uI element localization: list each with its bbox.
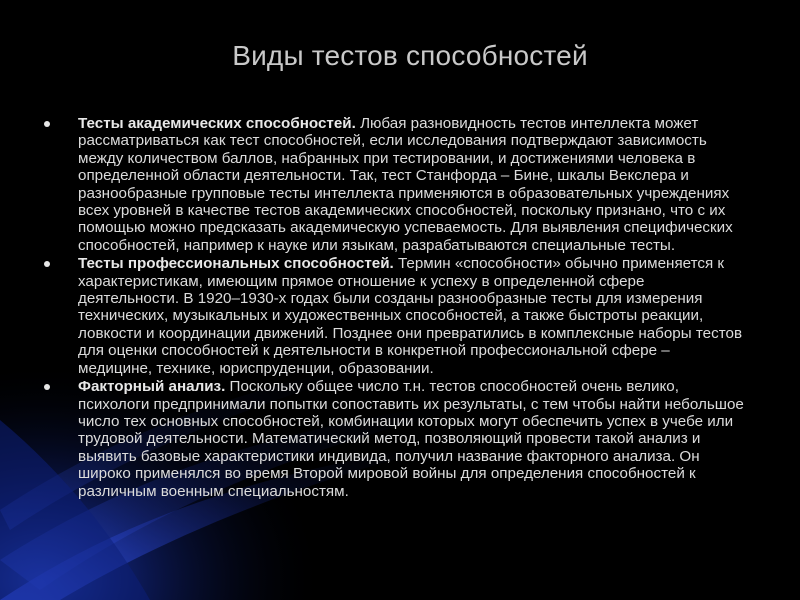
item-text: Поскольку общее число т.н. тестов способностей очень велико, психологи предпринимали попытки сопоставить их результаты, с тем чтобы найти небольшое число тех основных способностей, комбинации которых могут обеспечить успех в учебе или трудовой деятельности. Математический метод, позволяющий провести такой анализ и выявить базовые характеристики индивида, получил название факторного анализа. Он широко применялся во время Второй мировой войны для определения способностей к различным военным специальностям. [78, 378, 744, 500]
item-heading: Факторный анализ. [78, 378, 226, 396]
item-text: Любая разновидность тестов интеллекта может рассматриваться как тест способностей, если исследования подтверждают зависимость между количеством баллов, набранных при тестировании, и достижениями человека в определенной области деятельности. Так, тест Станфорда – Бине, шкалы Векслера и разнообразные групповые тесты интеллекта применяются в образовательных учреждениях всех уровней в качестве тестов академических способностей, поскольку признано, что с их помощью можно предсказать академическую успеваемость. Для выявления специфических способностей, например к науке или языкам, разрабатываются специальные тесты. [78, 115, 733, 254]
item-heading: Тесты академических способностей. [78, 115, 356, 132]
list-item [44, 378, 744, 500]
slide-title: Виды тестов способностей [232, 40, 588, 71]
list-item [44, 255, 744, 377]
item-heading: Тесты профессиональных способностей. [78, 255, 394, 273]
bullet-icon [44, 384, 50, 390]
item-text: Термин «способности» обычно применяется к характеристикам, имеющим прямое отношение к успеху в определенной сфере деятельности. В 1920–1930-х годах были созданы разнообразные тесты для измерения технических, музыкальных и художественных способностей, а также быстроты реакции, ловкости и координации движений. Позднее они превратились в комплексные наборы тестов для оценки способностей к деятельности в конкретной профессиональной сфере – медицине, технике, юриспруденции, образовании. [78, 255, 743, 377]
bullet-list [44, 115, 744, 501]
bullet-icon [44, 261, 50, 267]
bullet-icon [44, 121, 50, 127]
list-item [44, 115, 744, 254]
